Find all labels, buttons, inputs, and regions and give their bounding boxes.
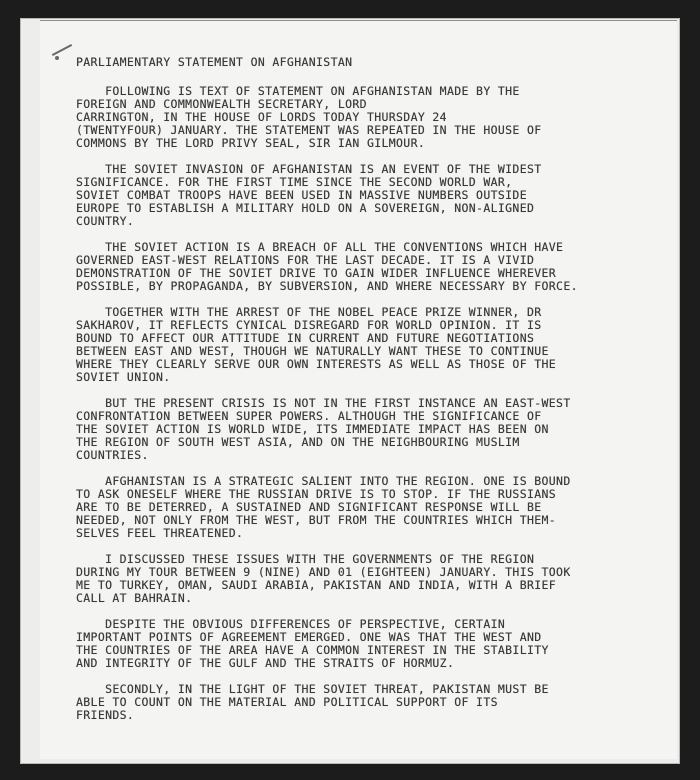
statement-paragraph: [76, 241, 661, 293]
text-line: SIGNIFICANCE. FOR THE FIRST TIME SINCE THE SECOND WORLD WAR,: [76, 175, 513, 189]
text-line: COMMONS BY THE LORD PRIVY SEAL, SIR IAN GILMOUR.: [76, 136, 426, 150]
text-line: AND INTEGRITY OF THE GULF AND THE STRAITS OF HORMUZ.: [76, 656, 455, 670]
text-line: SECONDLY, IN THE LIGHT OF THE SOVIET THREAT, PAKISTAN MUST BE: [76, 682, 549, 696]
text-line: AFGHANISTAN IS A STRATEGIC SALIENT INTO THE REGION. ONE IS BOUND: [76, 474, 571, 488]
text-line: SAKHAROV, IT REFLECTS CYNICAL DISREGARD FOR WORLD OPINION. IT IS: [76, 318, 542, 332]
statement-paragraph: [76, 553, 661, 605]
text-line: DESPITE THE OBVIOUS DIFFERENCES OF PERSPECTIVE, CERTAIN: [76, 617, 506, 631]
text-line: IMPORTANT POINTS OF AGREEMENT EMERGED. ONE WAS THAT THE WEST AND: [76, 630, 542, 644]
text-line: FOREIGN AND COMMONWEALTH SECRETARY, LORD: [76, 97, 367, 111]
text-line: CONFRONTATION BETWEEN SUPER POWERS. ALTHOUGH THE SIGNIFICANCE OF: [76, 409, 542, 423]
text-line: BOUND TO AFFECT OUR ATTITUDE IN CURRENT AND FUTURE NEGOTIATIONS: [76, 331, 535, 345]
text-line: GOVERNED EAST-WEST RELATIONS FOR THE LAST DECADE. IT IS A VIVID: [76, 253, 535, 267]
document-title: PARLIAMENTARY STATEMENT ON AFGHANISTAN: [76, 55, 353, 69]
text-line: ARE TO BE DETERRED, A SUSTAINED AND SIGNIFICANT RESPONSE WILL BE: [76, 500, 542, 514]
statement-text: [76, 56, 661, 735]
corner-dot-mark: [55, 56, 59, 60]
statement-paragraph: [76, 683, 661, 722]
text-line: DURING MY TOUR BETWEEN 9 (NINE) AND 01 (EIGHTEEN) JANUARY. THIS TOOK: [76, 565, 571, 579]
text-line: SOVIET COMBAT TROOPS HAVE BEEN USED IN MASSIVE NUMBERS OUTSIDE: [76, 188, 527, 202]
text-line: SOVIET UNION.: [76, 370, 171, 384]
text-line: THE SOVIET ACTION IS WORLD WIDE, ITS IMMEDIATE IMPACT HAS BEEN ON: [76, 422, 549, 436]
text-line: EUROPE TO ESTABLISH A MILITARY HOLD ON A SOVEREIGN, NON-ALIGNED: [76, 201, 535, 215]
statement-paragraph: [76, 618, 661, 670]
statement-paragraph: [76, 85, 661, 150]
text-line: (TWENTYFOUR) JANUARY. THE STATEMENT WAS REPEATED IN THE HOUSE OF: [76, 123, 542, 137]
statement-body: [76, 85, 661, 722]
text-line: DEMONSTRATION OF THE SOVIET DRIVE TO GAIN WIDER INFLUENCE WHEREVER: [76, 266, 557, 280]
text-line: COUNTRY.: [76, 214, 135, 228]
statement-paragraph: [76, 306, 661, 384]
text-line: TO ASK ONESELF WHERE THE RUSSIAN DRIVE IS TO STOP. IF THE RUSSIANS: [76, 487, 557, 501]
text-line: CARRINGTON, IN THE HOUSE OF LORDS TODAY THURSDAY 24: [76, 110, 447, 124]
text-line: THE REGION OF SOUTH WEST ASIA, AND ON THE NEIGHBOURING MUSLIM: [76, 435, 520, 449]
text-line: WHERE THEY CLEARLY SERVE OUR OWN INTERESTS AS WELL AS THOSE OF THE: [76, 357, 557, 371]
text-line: POSSIBLE, BY PROPAGANDA, BY SUBVERSION, AND WHERE NECESSARY BY FORCE.: [76, 279, 578, 293]
text-line: ABLE TO COUNT ON THE MATERIAL AND POLITICAL SUPPORT OF ITS: [76, 695, 498, 709]
corner-pen-mark: [52, 44, 72, 56]
text-line: BUT THE PRESENT CRISIS IS NOT IN THE FIRST INSTANCE AN EAST-WEST: [76, 396, 571, 410]
text-line: BETWEEN EAST AND WEST, THOUGH WE NATURALLY WANT THESE TO CONTINUE: [76, 344, 549, 358]
text-line: NEEDED, NOT ONLY FROM THE WEST, BUT FROM THE COUNTRIES WHICH THEM-: [76, 513, 557, 527]
statement-paragraph: [76, 397, 661, 462]
text-line: TOGETHER WITH THE ARREST OF THE NOBEL PEACE PRIZE WINNER, DR: [76, 305, 542, 319]
text-line: THE SOVIET INVASION OF AFGHANISTAN IS AN EVENT OF THE WIDEST: [76, 162, 542, 176]
text-line: COUNTRIES.: [76, 448, 149, 462]
statement-paragraph: [76, 475, 661, 540]
statement-paragraph: [76, 163, 661, 228]
text-line: THE COUNTRIES OF THE AREA HAVE A COMMON INTEREST IN THE STABILITY: [76, 643, 549, 657]
text-line: CALL AT BAHRAIN.: [76, 591, 193, 605]
text-line: ME TO TURKEY, OMAN, SAUDI ARABIA, PAKISTAN AND INDIA, WITH A BRIEF: [76, 578, 557, 592]
text-line: I DISCUSSED THESE ISSUES WITH THE GOVERNMENTS OF THE REGION: [76, 552, 535, 566]
text-line: THE SOVIET ACTION IS A BREACH OF ALL THE CONVENTIONS WHICH HAVE: [76, 240, 564, 254]
text-line: FOLLOWING IS TEXT OF STATEMENT ON AFGHANISTAN MADE BY THE: [76, 84, 520, 98]
text-line: SELVES FEEL THREATENED.: [76, 526, 244, 540]
text-line: FRIENDS.: [76, 708, 135, 722]
document-page: [20, 18, 680, 764]
